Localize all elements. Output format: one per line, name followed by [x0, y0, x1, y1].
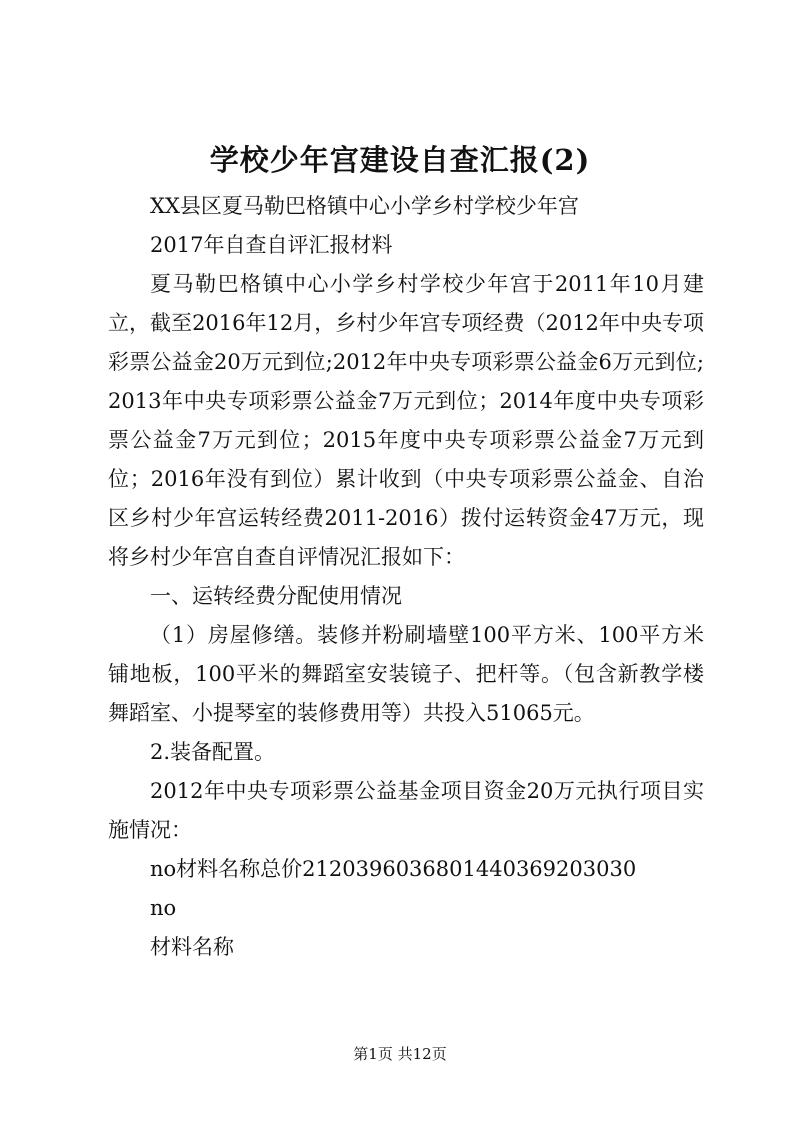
section-heading-equipment: 2.装备配置。: [150, 740, 276, 764]
paragraph-material-name: 材料名称: [150, 935, 234, 959]
paragraph-no: no: [150, 896, 177, 920]
document-title: 学校少年宫建设自查汇报(2): [209, 143, 591, 177]
paragraph-report-title: 2017年自查自评汇报材料: [150, 233, 393, 257]
paragraph-table-header: no材料名称总价212039603680144036920303​0: [150, 857, 637, 881]
document-body: [108, 187, 704, 967]
paragraph-project-funds: 2012年中央专项彩票公益基金项目资金20万元执行项目实施情况：: [108, 779, 704, 842]
section-heading-funds: 一、运转经费分配使用情况: [150, 584, 402, 608]
page-number-footer: 第1页 共12页: [353, 1045, 447, 1063]
paragraph-renovation: （1）房屋修缮。装修并粉刷墙壁100平方米、100平方米铺地板，100平米的舞蹈室安装镜子、把杆等。（包含新教学楼舞蹈室、小提琴室的装修费用等）共投入51065元。: [108, 623, 704, 725]
paragraph-school-name: XX县区夏马勒巴格镇中心小学乡村学校少年宫: [150, 194, 579, 218]
paragraph-overview: 夏马勒巴格镇中心小学乡村学校少年宫于2011年10月建立，截至2016年12月，乡村少年宫专项经费（2012年中央专项彩票公益金20万元到位;2012年中央专项彩票公益金6万元到位;2013年中央专项彩票公益金7万元到位；2014年度中央专项彩票公益金7万元到位；2015年度中央专项彩票公益金7万元到位；2016年没有到位）累计收到（中央专项彩票公益金、自治区乡村少年宫运转经费2011-2016）拨付运转资金47万元，现将乡村少年宫自查自评情况汇报如下：: [108, 272, 704, 569]
